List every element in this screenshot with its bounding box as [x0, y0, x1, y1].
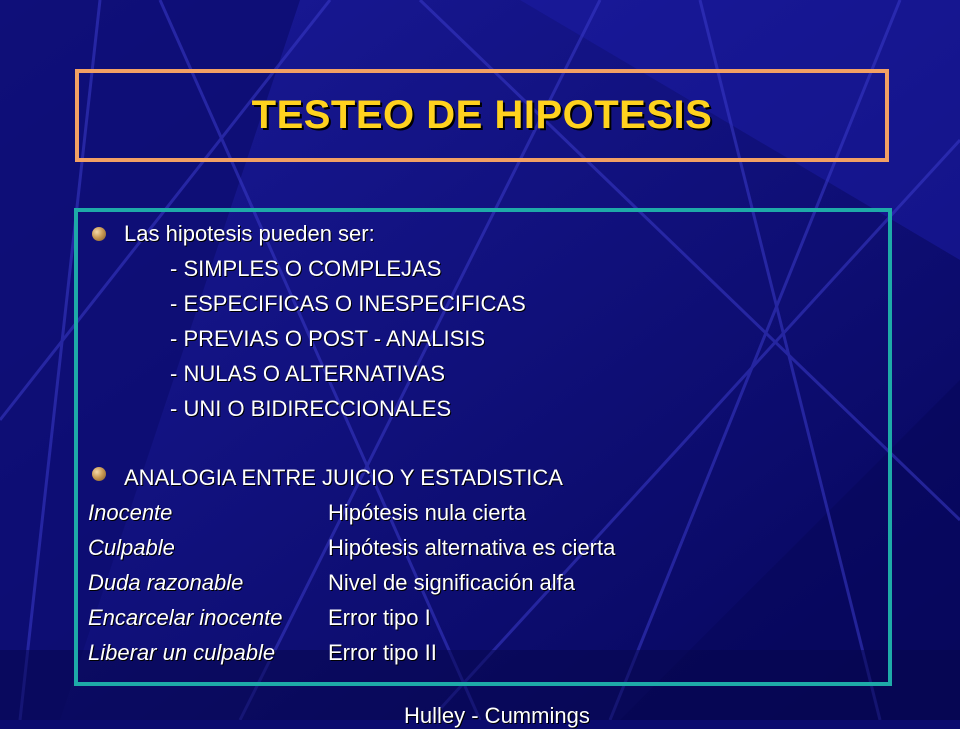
bullet-analogy: ANALOGIA ENTRE JUICIO Y ESTADISTICA	[124, 465, 563, 490]
sub-item: - ESPECIFICAS O INESPECIFICAS	[170, 291, 526, 316]
analogy-meaning: Error tipo I	[328, 605, 431, 630]
bullet-icon	[92, 227, 106, 241]
bullet-hypotheses: Las hipotesis pueden ser:	[124, 221, 375, 246]
analogy-term: Culpable	[88, 535, 175, 560]
sub-item: - PREVIAS O POST - ANALISIS	[170, 326, 486, 351]
analogy-meaning: Hipótesis alternativa es cierta	[328, 535, 616, 560]
sub-item: - SIMPLES O COMPLEJAS	[170, 256, 442, 281]
footer-citation: Hulley - Cummings	[404, 703, 590, 728]
sub-item: - NULAS O ALTERNATIVAS	[170, 361, 446, 386]
slide-title: TESTEO DE HIPOTESIS	[251, 93, 713, 137]
bullet-icon	[92, 467, 106, 481]
content-box	[74, 208, 892, 686]
title-box	[75, 69, 889, 162]
analogy-term: Duda razonable	[88, 570, 244, 595]
analogy-meaning: Error tipo II	[328, 640, 437, 665]
analogy-meaning: Hipótesis nula cierta	[328, 500, 527, 525]
analogy-meaning: Nivel de significación alfa	[328, 570, 576, 595]
analogy-term: Liberar un culpable	[88, 640, 276, 665]
sub-item: - UNI O BIDIRECCIONALES	[170, 396, 452, 421]
analogy-term: Inocente	[88, 500, 173, 525]
analogy-term: Encarcelar inocente	[88, 605, 283, 630]
